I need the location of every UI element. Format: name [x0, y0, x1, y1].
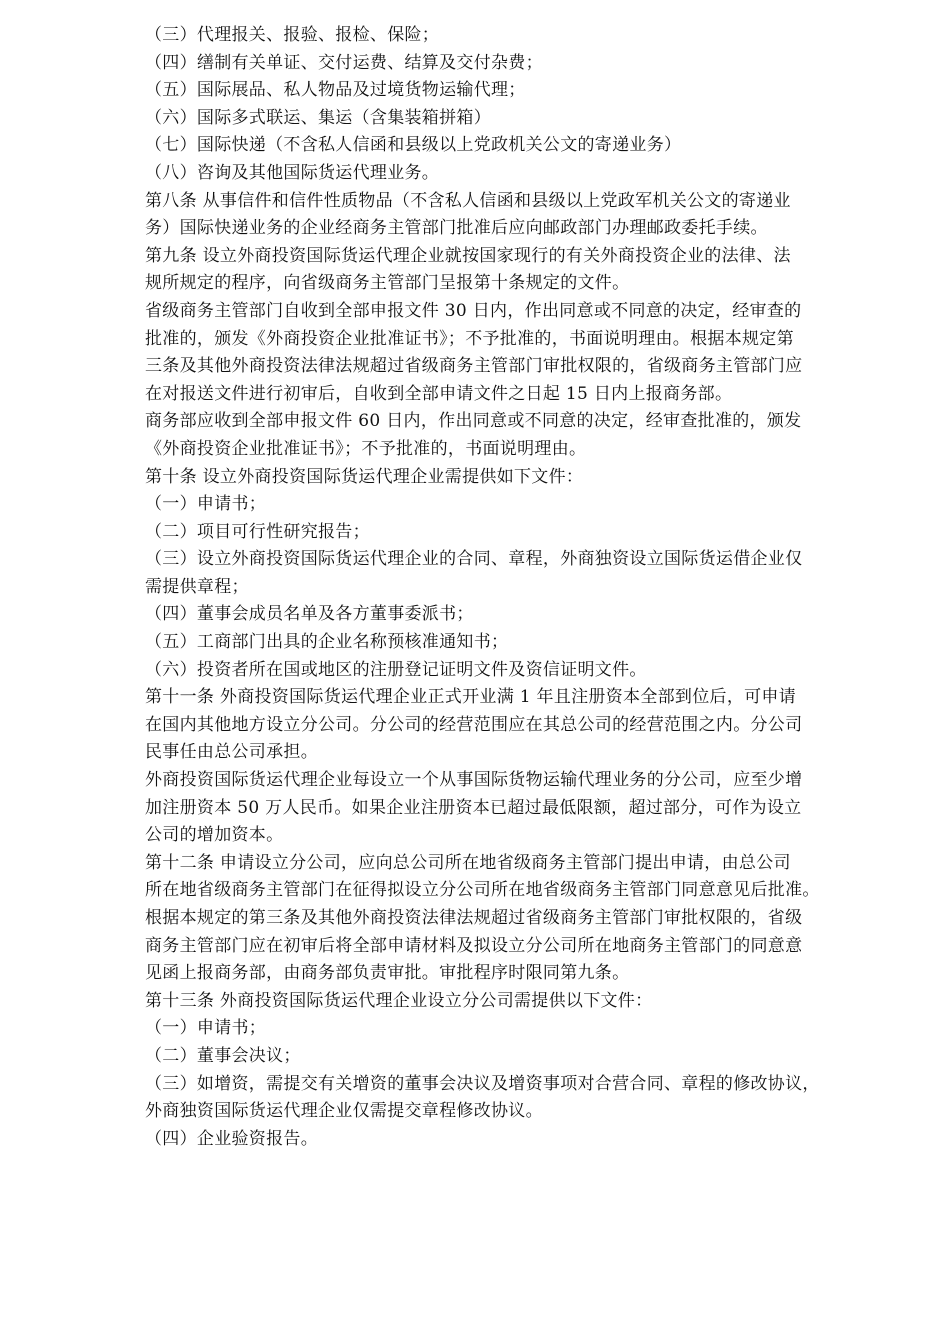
- text-line: 外商独资国际货运代理企业仅需提交章程修改协议。: [145, 1101, 543, 1122]
- text-line: 见函上报商务部，由商务部负责审批。审批程序时限同第九条。: [145, 963, 630, 984]
- text-line: （五）工商部门出具的企业名称预核准通知书；: [145, 632, 509, 653]
- text-line: 在国内其他地方设立分公司。分公司的经营范围应在其总公司的经营范围之内。分公司: [145, 714, 803, 735]
- text-line: 商务部应收到全部申报文件 60 日内，作出同意或不同意的决定，经审查批准的，颁发: [145, 411, 802, 432]
- text-line: 第十三条 外商投资国际货运代理企业设立分公司需提供以下文件：: [145, 990, 653, 1011]
- text-line: （二）董事会决议；: [145, 1045, 301, 1066]
- text-line: （七）国际快递（不含私人信函和县级以上党政机关公文的寄递业务）: [145, 135, 682, 156]
- text-line: 所在地省级商务主管部门在征得拟设立分公司所在地省级商务主管部门同意意见后批准。: [145, 880, 820, 901]
- text-line: （一）申请书；: [145, 1018, 267, 1039]
- text-line: （八）咨询及其他国际货运代理业务。: [145, 162, 440, 183]
- text-line: 加注册资本 50 万人民币。如果企业注册资本已超过最低限额，超过部分，可作为设立: [145, 797, 802, 818]
- text-line: （六）国际多式联运、集运（含集装箱拼箱）: [145, 107, 491, 128]
- text-line: 商务主管部门应在初审后将全部申请材料及拟设立分公司所在地商务主管部门的同意意: [145, 935, 803, 956]
- text-line: 第十条 设立外商投资国际货运代理企业需提供如下文件：: [145, 466, 584, 487]
- text-line: （二）项目可行性研究报告；: [145, 521, 370, 542]
- text-line: 第九条 设立外商投资国际货运代理企业就按国家现行的有关外商投资企业的法律、法: [145, 245, 791, 266]
- text-line: 第十一条 外商投资国际货运代理企业正式开业满 1 年且注册资本全部到位后，可申请: [145, 687, 797, 708]
- text-line: （五）国际展品、私人物品及过境货物运输代理；: [145, 80, 526, 101]
- text-line: （六）投资者所在国或地区的注册登记证明文件及资信证明文件。: [145, 659, 647, 680]
- text-line: （三）如增资，需提交有关增资的董事会决议及增资事项对合营合同、章程的修改协议，: [145, 1073, 820, 1094]
- text-line: 三条及其他外商投资法律法规超过省级商务主管部门审批权限的，省级商务主管部门应: [145, 356, 803, 377]
- text-line: （一）申请书；: [145, 494, 267, 515]
- text-line: 外商投资国际货运代理企业每设立一个从事国际货物运输代理业务的分公司，应至少增: [145, 770, 803, 791]
- text-line: （三）代理报关、报验、报检、保险；: [145, 25, 440, 45]
- text-line: （四）缮制有关单证、交付运费、结算及交付杂费；: [145, 52, 543, 73]
- text-line: （四）董事会成员名单及各方董事委派书；: [145, 604, 474, 625]
- text-line: 省级商务主管部门自收到全部申报文件 30 日内，作出同意或不同意的决定，经审查的: [145, 300, 802, 321]
- text-line: （四）企业验资报告。: [145, 1128, 318, 1149]
- text-line: 第十二条 申请设立分公司，应向总公司所在地省级商务主管部门提出申请，由总公司: [145, 852, 791, 873]
- text-line: 民事任由总公司承担。: [145, 742, 318, 763]
- text-line: 批准的，颁发《外商投资企业批准证书》；不予批准的，书面说明理由。根据本规定第: [145, 328, 794, 349]
- text-line: 需提供章程；: [145, 576, 249, 597]
- text-line: 规所规定的程序，向省级商务主管部门呈报第十条规定的文件。: [145, 273, 630, 294]
- text-line: 公司的增加资本。: [145, 825, 284, 846]
- text-line: 在对报送文件进行初审后，自收到全部申请文件之日起 15 日内上报商务部。: [145, 383, 733, 404]
- text-line: 第八条 从事信件和信件性质物品（不含私人信函和县级以上党政军机关公文的寄递业: [145, 190, 791, 211]
- document-body: [145, 22, 905, 1153]
- text-line: 根据本规定的第三条及其他外商投资法律法规超过省级商务主管部门审批权限的，省级: [145, 908, 803, 928]
- text-line: 《外商投资企业批准证书》；不予批准的，书面说明理由。: [145, 438, 587, 459]
- text-line: （三）设立外商投资国际货运代理企业的合同、章程，外商独资设立国际货运借企业仅: [145, 549, 803, 570]
- text-line: 务）国际快递业务的企业经商务主管部门批准后应向邮政部门办理邮政委托手续。: [145, 218, 768, 239]
